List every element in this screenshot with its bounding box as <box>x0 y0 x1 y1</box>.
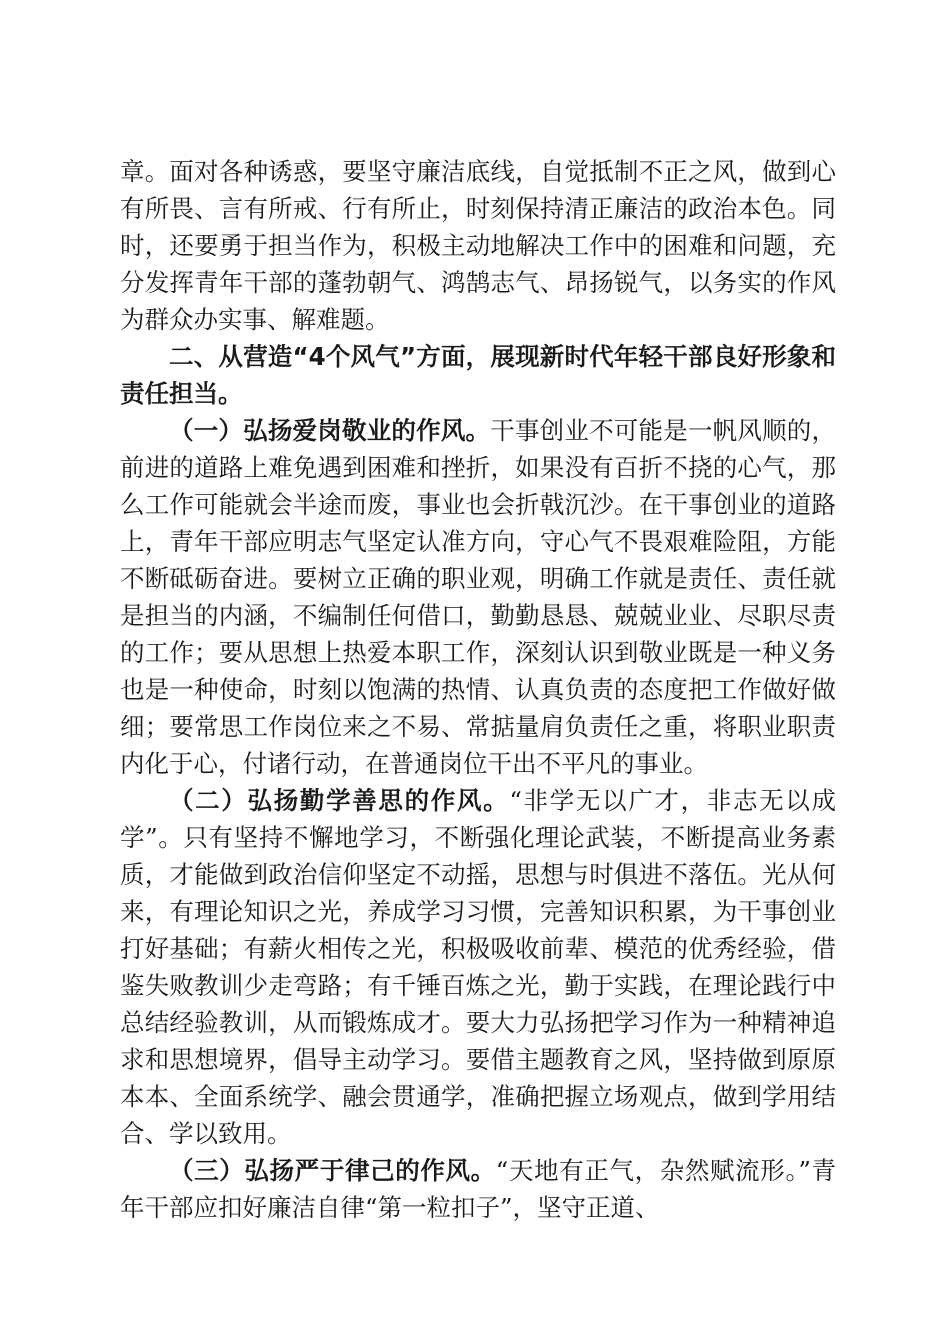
paragraph-text: “非学无以广才，非志无以成学”。只有坚持不懈地学习，不断强化理论武装，不断提高业务素质，才能做到政治信仰坚定不动摇，思想与时俱进不落伍。光从何来，有理论知识之光，养成学习习惯，完善知识积累，为干事创业打好基础；有薪火相传之光，积极吸收前辈、模范的优秀经验，借鉴失败教训少走弯路；有千锤百炼之光，勤于实践，在理论践行中总结经验教训，从而锻炼成才。要大力弘扬把学习作为一种精神追求和思想境界，倡导主动学习。要借主题教育之风，坚持做到原原本本、全面系统学、融会贯通学，准确把握立场观点，做到学用结合、学以致用。 <box>120 786 836 1148</box>
paragraph-study <box>120 782 836 1152</box>
paragraph-lead: （一）弘扬爱岗敬业的作风。 <box>169 416 491 445</box>
paragraph-text: 干事创业不可能是一帆风顺的，前进的道路上难免遇到困难和挫折，如果没有百折不挠的心气，那么工作可能就会半途而废，事业也会折戟沉沙。在干事创业的道路上，青年干部应明志气坚定认准方向，守心气不畏艰难险阻，方能不断砥砺奋进。要树立正确的职业观，明确工作就是责任、责任就是担当的内涵，不编制任何借口，勤勤恳恳、兢兢业业、尽职尽责的工作；要从思想上热爱本职工作，深刻认识到敬业既是一种义务也是一种使命，时刻以饱满的热情、认真负责的态度把工作做好做细；要常思工作岗位来之不易、常掂量肩负责任之重，将职业职责内化于心，付诸行动，在普通岗位干出不平凡的事业。 <box>120 416 836 778</box>
document-page <box>120 153 836 1226</box>
heading-text: 二、从营造“4个风气”方面，展现新时代年轻干部良好形象和责任担当。 <box>120 342 836 408</box>
section-heading-two <box>120 338 836 412</box>
paragraph-integrity-closing <box>120 153 836 338</box>
paragraph-text: 章。面对各种诱惑，要坚守廉洁底线，自觉抵制不正之风，做到心有所畏、言有所戒、行有所止，时刻保持清正廉洁的政治本色。同时，还要勇于担当作为，积极主动地解决工作中的困难和问题，充分发挥青年干部的蓬勃朝气、鸿鹄志气、昂扬锐气，以务实的作风为群众办实事、解难题。 <box>120 157 836 334</box>
paragraph-dedication <box>120 412 836 782</box>
paragraph-lead: （二）弘扬勤学善思的作风。 <box>169 786 510 815</box>
paragraph-self-discipline <box>120 1152 836 1226</box>
paragraph-text: “天地有正气，杂然赋流形。”青年干部应扣好廉洁自律“第一粒扣子”，坚守正道、 <box>120 1156 836 1222</box>
paragraph-lead: （三）弘扬严于律己的作风。 <box>169 1156 496 1185</box>
